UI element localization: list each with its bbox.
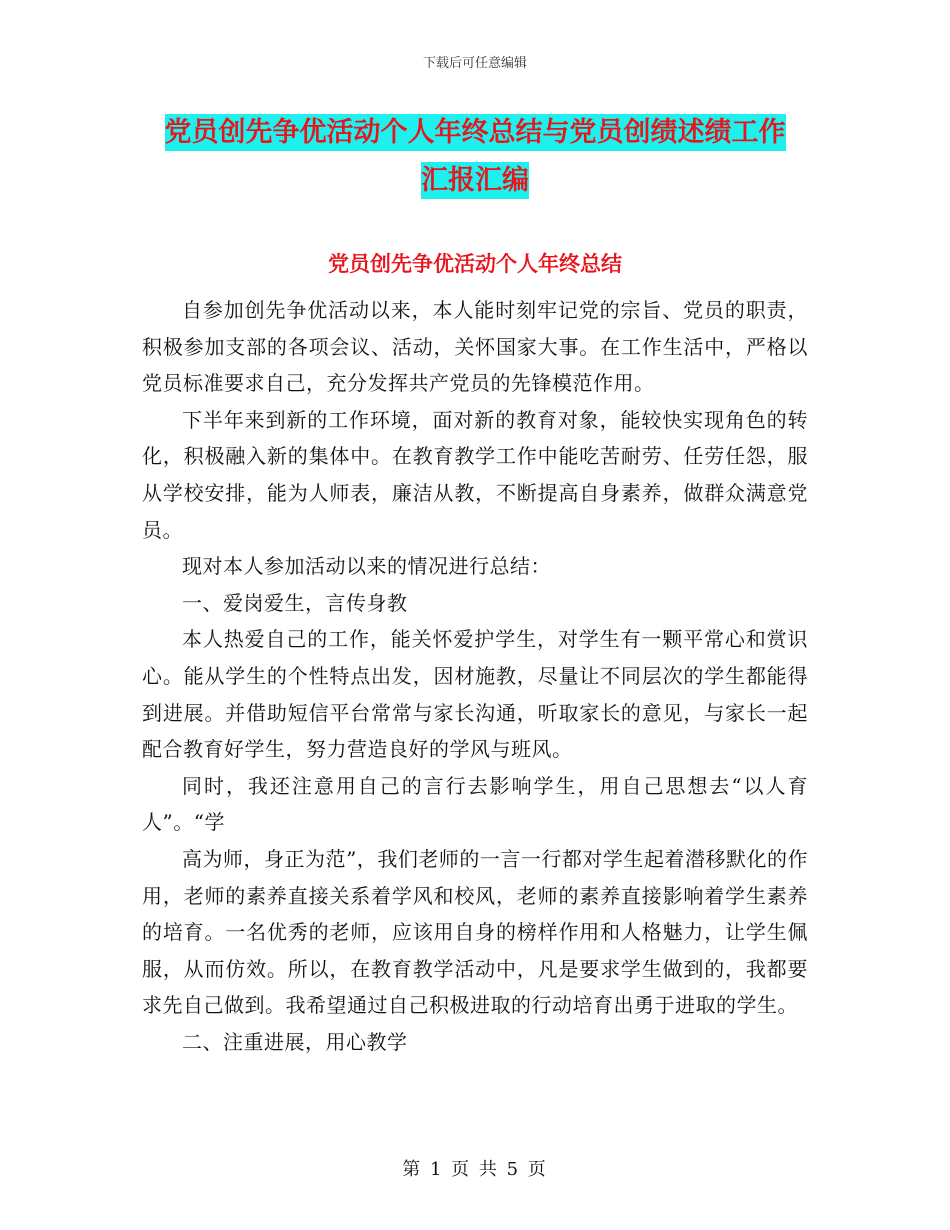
page-header: 下载后可任意编辑 (422, 56, 527, 71)
paragraph: 现对本人参加活动以来的情况进行总结： (182, 554, 551, 579)
title-highlight: 党员创先争优活动个人年终总结与党员创绩述绩工作 (165, 114, 786, 151)
paragraph: 高为师，身正为范”，我们老师的一言一行都对学生起着潜移默化的作用，老师的素养直接关系着学风和校风，老师的素养直接影响着学生素养的培育。一名优秀的老师，应该用自身的榜样作用和人格魅力，让学生佩服，从而仿效。所以，在教育教学活动中，凡是要求学生做到的，我都要求先自己做到。我希望通过自己积极进取的行动培育出勇于进取的学生。 (142, 846, 808, 1018)
paragraph: 自参加创先争优活动以来，本人能时刻牢记党的宗旨、党员的职责，积极参加支部的各项会议、活动，关怀国家大事。在工作生活中，严格以党员标准要求自己，充分发挥共产党员的先锋模范作用。 (142, 298, 808, 396)
paragraph: 本人热爱自己的工作，能关怀爱护学生，对学生有一颗平常心和赏识心。能从学生的个性特点出发，因材施教，尽量让不同层次的学生都能得到进展。并借助短信平台常常与家长沟通，听取家长的意见，与家长一起配合教育好学生，努力营造良好的学风与班风。 (142, 627, 808, 762)
document-title-line-1 (0, 110, 950, 149)
section-title: 党员创先争优活动个人年终总结 (328, 252, 622, 276)
document-title-line-2 (0, 158, 950, 197)
document-body (142, 292, 808, 1060)
title-highlight: 汇报汇编 (421, 162, 529, 199)
section-heading: 一、爱岗爱生，言传身教 (182, 590, 408, 615)
paragraph: 同时，我还注意用自己的言行去影响学生，用自己思想去“以人育人”。“学 (142, 773, 808, 835)
section-heading: 二、注重进展，用心教学 (182, 1029, 408, 1054)
paragraph: 下半年来到新的工作环境，面对新的教育对象，能较快实现角色的转化，积极融入新的集体中。在教育教学工作中能吃苦耐劳、任劳任怨，服从学校安排，能为人师表，廉洁从教，不断提高自身素养，做群众满意党员。 (142, 407, 808, 542)
page-footer: 第 1 页 共 5 页 (402, 1159, 548, 1180)
